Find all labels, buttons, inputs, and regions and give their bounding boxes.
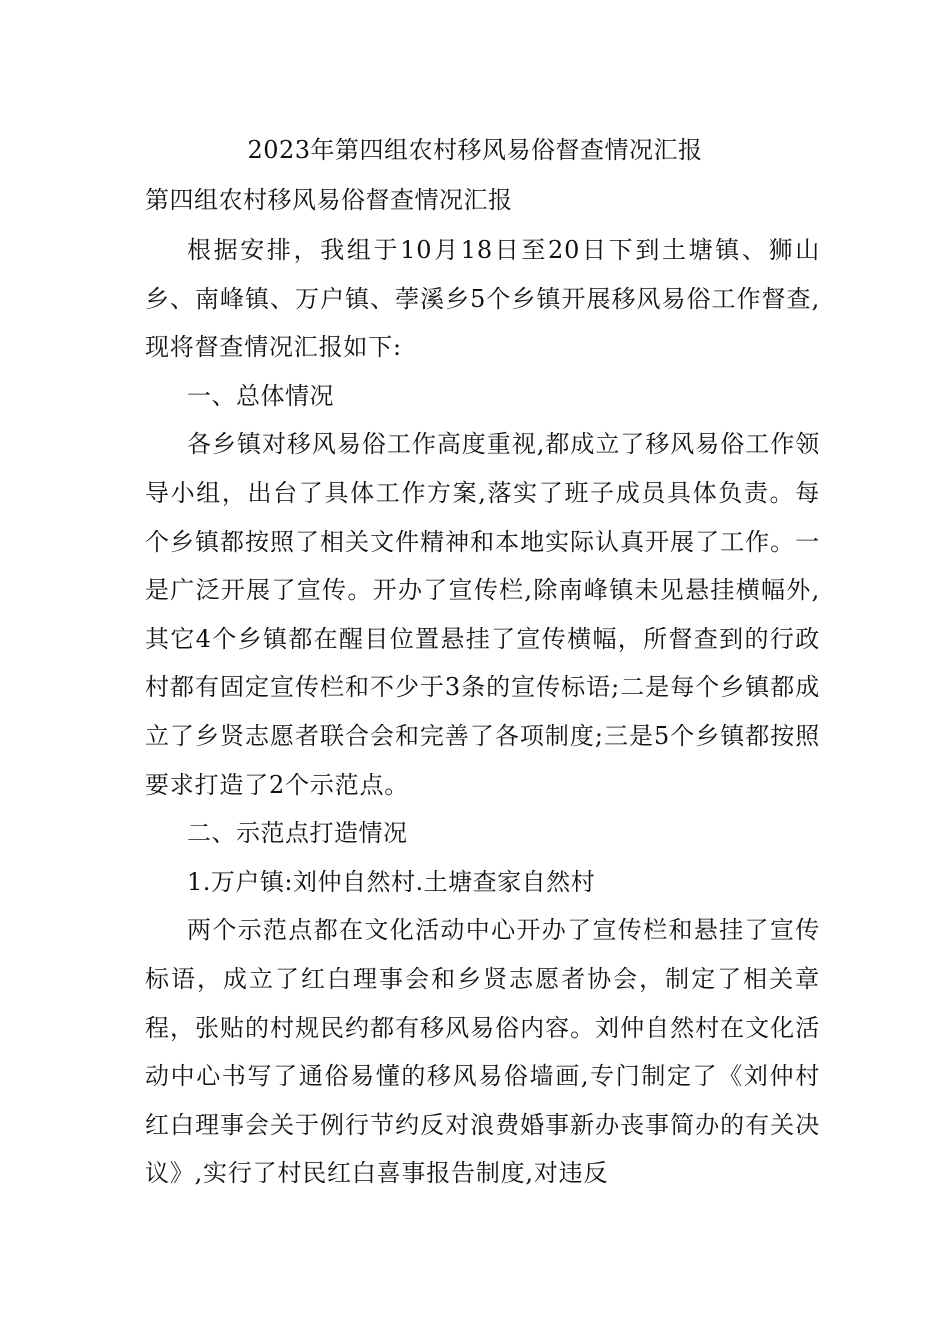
document-title: 2023年第四组农村移风易俗督查情况汇报 <box>247 136 703 164</box>
heading-wanhu: 1.万户镇:刘仲自然村.土塘查家自然村 <box>187 867 596 896</box>
heading-overall: 一、总体情况 <box>187 381 334 410</box>
document-body <box>145 226 820 1198</box>
paragraph-demonstration: 两个示范点都在文化活动中心开办了宣传栏和悬挂了宣传标语，成立了红白理事会和乡贤志愿者协会，制定了相关章程，张贴的村规民约都有移风易俗内容。刘仲自然村在文化活动中心书写了通俗易懂的移风易俗墙画,专门制定了《刘仲村红白理事会关于例行节约反对浪费婚事新办丧事简办的有关决议》,实行了村民红白喜事报告制度,对违反 <box>145 916 820 1188</box>
paragraph-overall: 各乡镇对移风易俗工作高度重视,都成立了移风易俗工作领导小组，出台了具体工作方案,落实了班子成员具体负责。每个乡镇都按照了相关文件精神和本地实际认真开展了工作。一是广泛开展了宣传。开办了宣传栏,除南峰镇未见悬挂横幅外,其它4个乡镇都在醒目位置悬挂了宣传横幅，所督查到的行政村都有固定宣传栏和不少于3条的宣传标语;二是每个乡镇都成立了乡贤志愿者联合会和完善了各项制度;三是5个乡镇都按照要求打造了2个示范点。 <box>145 430 820 799</box>
document-subtitle: 第四组农村移风易俗督查情况汇报 <box>145 186 513 214</box>
paragraph-intro: 根据安排，我组于10月18日至20日下到土塘镇、狮山乡、南峰镇、万户镇、荸溪乡5个乡镇开展移风易俗工作督查,现将督查情况汇报如下: <box>145 236 820 362</box>
heading-demonstration: 二、示范点打造情况 <box>187 819 408 848</box>
